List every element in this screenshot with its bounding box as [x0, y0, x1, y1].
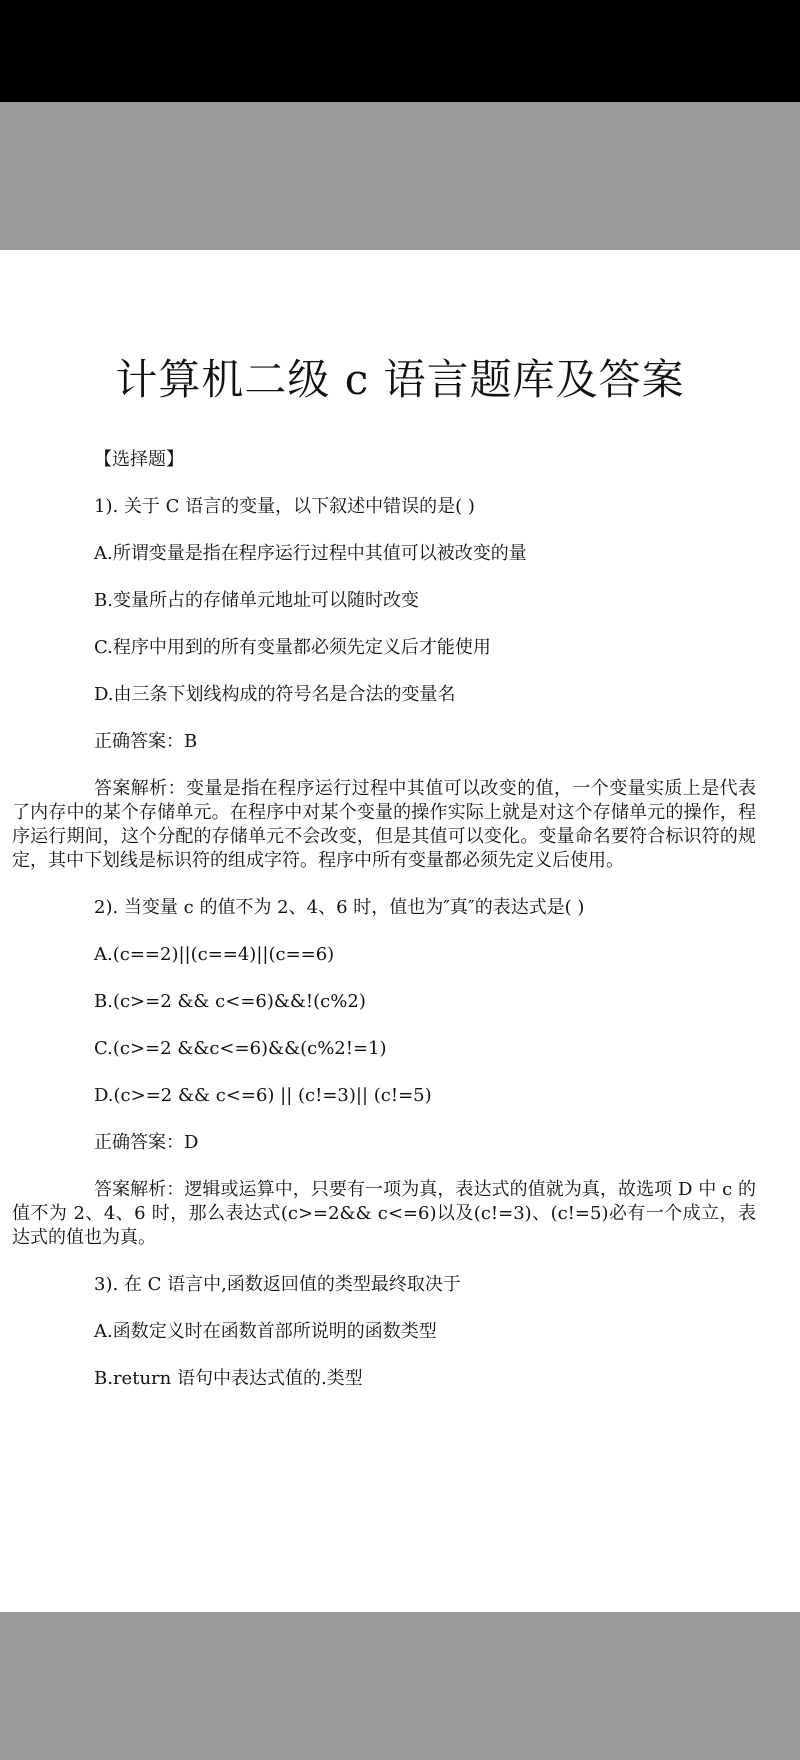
question-1-option-a: A.所谓变量是指在程序运行过程中其值可以被改变的量	[94, 543, 527, 564]
question-2-option-b: B.(c>=2 && c<=6)&&!(c%2)	[94, 991, 366, 1012]
top-black-bar	[0, 0, 800, 102]
document-title: 计算机二级 c 语言题库及答案	[115, 355, 685, 404]
question-2-option-c: C.(c>=2 &&c<=6)&&(c%2!=1)	[94, 1038, 387, 1059]
question-2-stem: 2). 当变量 c 的值不为 2、4、6 时，值也为″真″的表达式是( )	[94, 897, 585, 918]
question-3-option-a: A.函数定义时在函数首部所说明的函数类型	[94, 1321, 437, 1342]
question-1-option-b: B.变量所占的存储单元地址可以随时改变	[94, 590, 419, 611]
question-1-option-c: C.程序中用到的所有变量都必须先定义后才能使用	[94, 637, 491, 658]
question-2-option-d: D.(c>=2 && c<=6) || (c!=3)|| (c!=5)	[94, 1085, 432, 1106]
document-content	[12, 448, 756, 1414]
section-heading: 【选择题】	[94, 449, 184, 470]
question-2-option-a: A.(c==2)||(c==4)||(c==6)	[94, 944, 335, 965]
question-2-analysis: 答案解析：逻辑或运算中，只要有一项为真，表达式的值就为真，故选项 D 中 c 的值不为 2、4、6 时，那么表达式(c>=2&& c<=6)以及(c!=3)、(c!=5)必有一个成立，表达式的值也为真。	[12, 1179, 756, 1248]
top-gray-margin	[0, 102, 800, 250]
question-1-option-d: D.由三条下划线构成的符号名是合法的变量名	[94, 684, 456, 705]
question-3-stem: 3). 在 C 语言中,函数返回值的类型最终取决于	[94, 1274, 461, 1295]
bottom-gray-margin	[0, 1612, 800, 1760]
question-1-answer: 正确答案：B	[94, 731, 198, 752]
question-2-answer: 正确答案：D	[94, 1132, 199, 1153]
question-1-analysis: 答案解析：变量是指在程序运行过程中其值可以改变的值，一个变量实质上是代表了内存中的某个存储单元。在程序中对某个变量的操作实际上就是对这个存储单元的操作，程序运行期间，这个分配的存储单元不会改变，但是其值可以变化。变量命名要符合标识符的规定，其中下划线是标识符的组成字符。程序中所有变量都必须先定义后使用。	[12, 778, 756, 871]
question-1-stem: 1). 关于 C 语言的变量，以下叙述中错误的是( )	[94, 496, 475, 517]
document-page	[0, 250, 800, 1612]
question-3-option-b: B.return 语句中表达式值的.类型	[94, 1368, 363, 1389]
